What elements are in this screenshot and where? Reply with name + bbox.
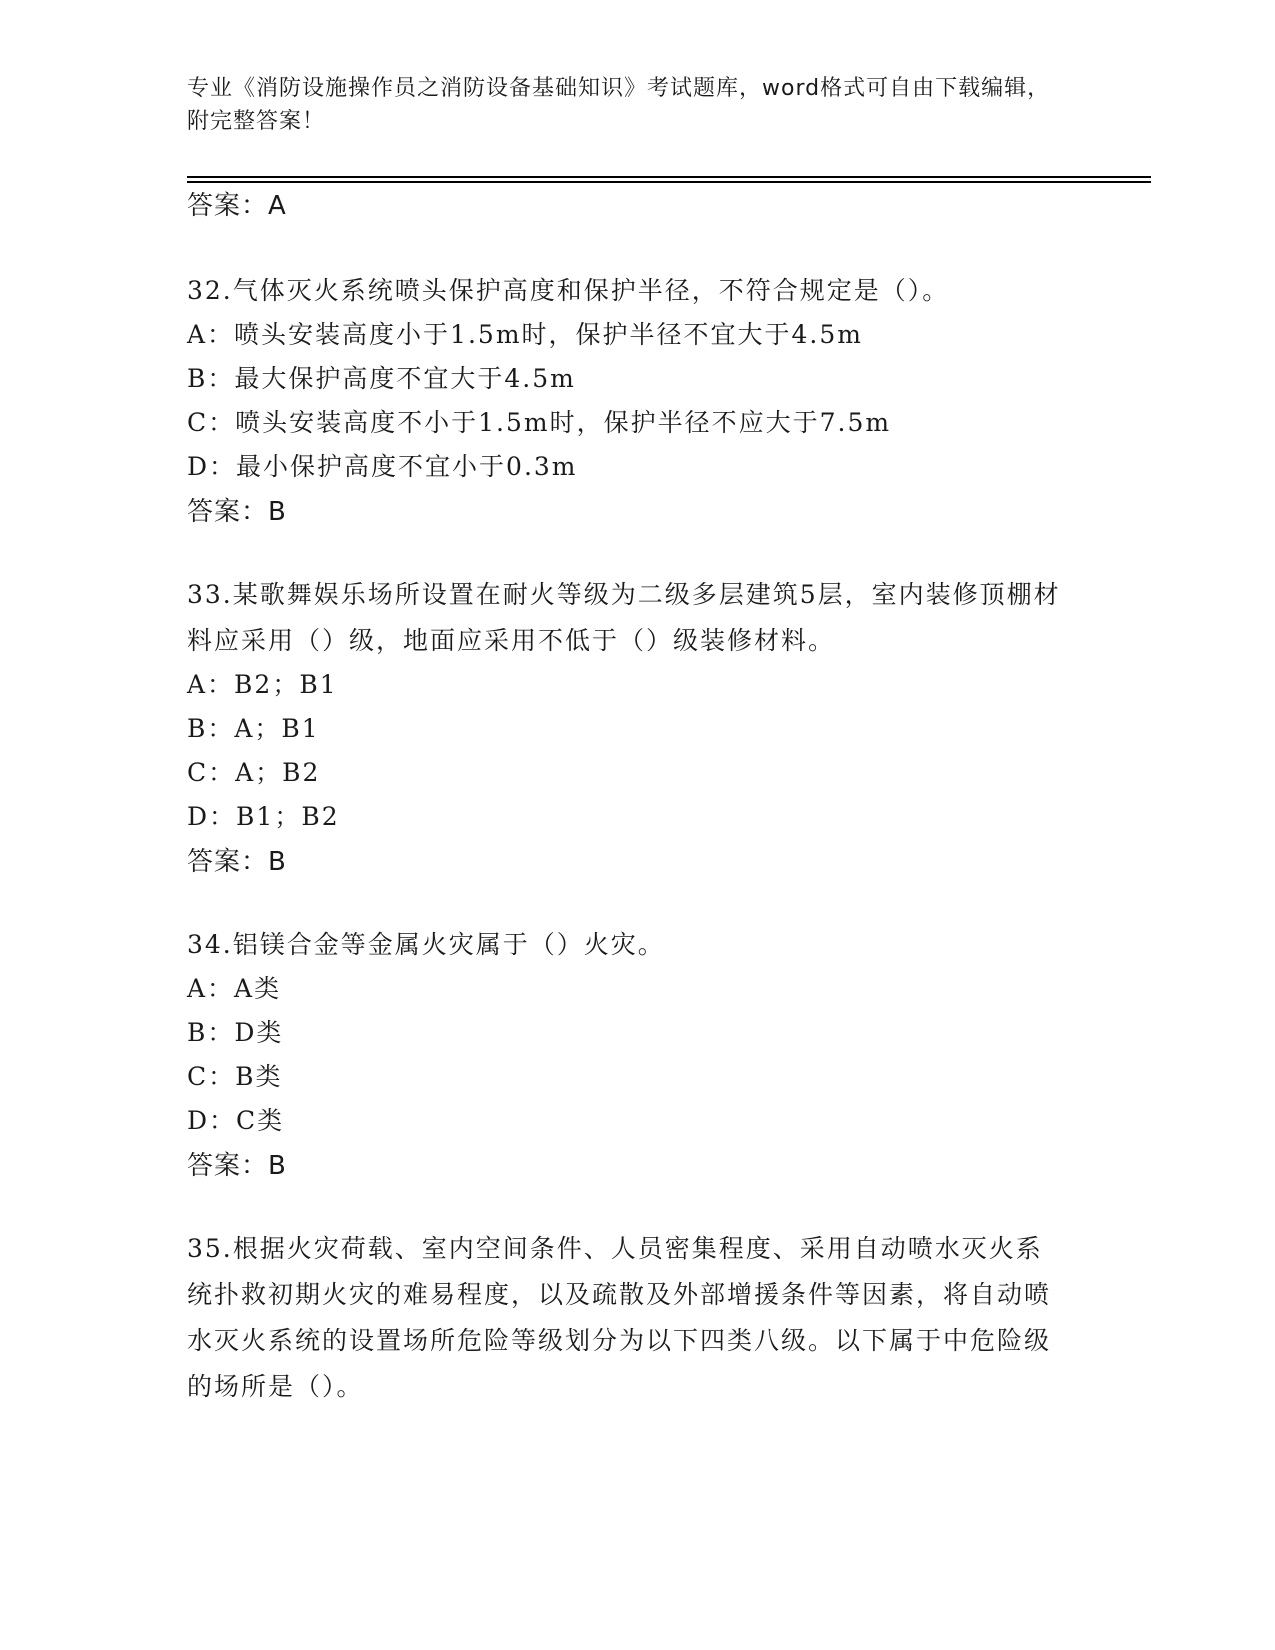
question-34-answer: 答案：B xyxy=(187,1151,287,1181)
question-33-option-b: B：A；B1 xyxy=(187,714,320,743)
question-32-stem: 32.气体灭火系统喷头保护高度和保护半径，不符合规定是（）。 xyxy=(187,276,950,305)
question-32-option-b: B：最大保护高度不宜大于4.5m xyxy=(187,364,576,393)
question-32-option-a: A：喷头安装高度小于1.5m时，保护半径不宜大于4.5m xyxy=(187,320,863,349)
question-34-option-c: C：B类 xyxy=(187,1062,283,1091)
question-33-stem: 33.某歌舞娱乐场所设置在耐火等级为二级多层建筑5层，室内装修顶棚材料应采用（）级，地面应采用不低于（）级装修材料。 xyxy=(187,580,1061,655)
document-header: 专业《消防设施操作员之消防设备基础知识》考试题库，word格式可自由下载编辑，附完整答案！ xyxy=(187,76,1051,134)
question-33-answer: 答案：B xyxy=(187,847,287,877)
question-34-stem: 34.铝镁合金等金属火灾属于（）火灾。 xyxy=(187,930,665,959)
question-32-answer: 答案：B xyxy=(187,497,287,527)
header-divider-top xyxy=(187,176,1151,178)
question-35-stem: 35.根据火灾荷载、室内空间条件、人员密集程度、采用自动喷水灭火系统扑救初期火灾的难易程度，以及疏散及外部增援条件等因素，将自动喷水灭火系统的设置场所危险等级划分为以下四类八级。以下属于中危险级的场所是（）。 xyxy=(187,1234,1052,1401)
question-33-option-d: D：B1；B2 xyxy=(187,802,340,831)
question-34-option-d: D：C类 xyxy=(187,1106,285,1135)
question-33-option-a: A：B2；B1 xyxy=(187,670,338,699)
question-34-option-b: B：D类 xyxy=(187,1018,284,1047)
question-32-option-d: D：最小保护高度不宜小于0.3m xyxy=(187,452,578,481)
question-32-option-c: C：喷头安装高度不小于1.5m时，保护半径不应大于7.5m xyxy=(187,408,892,437)
question-33-option-c: C：A；B2 xyxy=(187,758,321,787)
previous-answer: 答案：A xyxy=(187,191,287,221)
question-34-option-a: A：A类 xyxy=(187,974,282,1003)
header-divider-bottom xyxy=(187,181,1151,183)
